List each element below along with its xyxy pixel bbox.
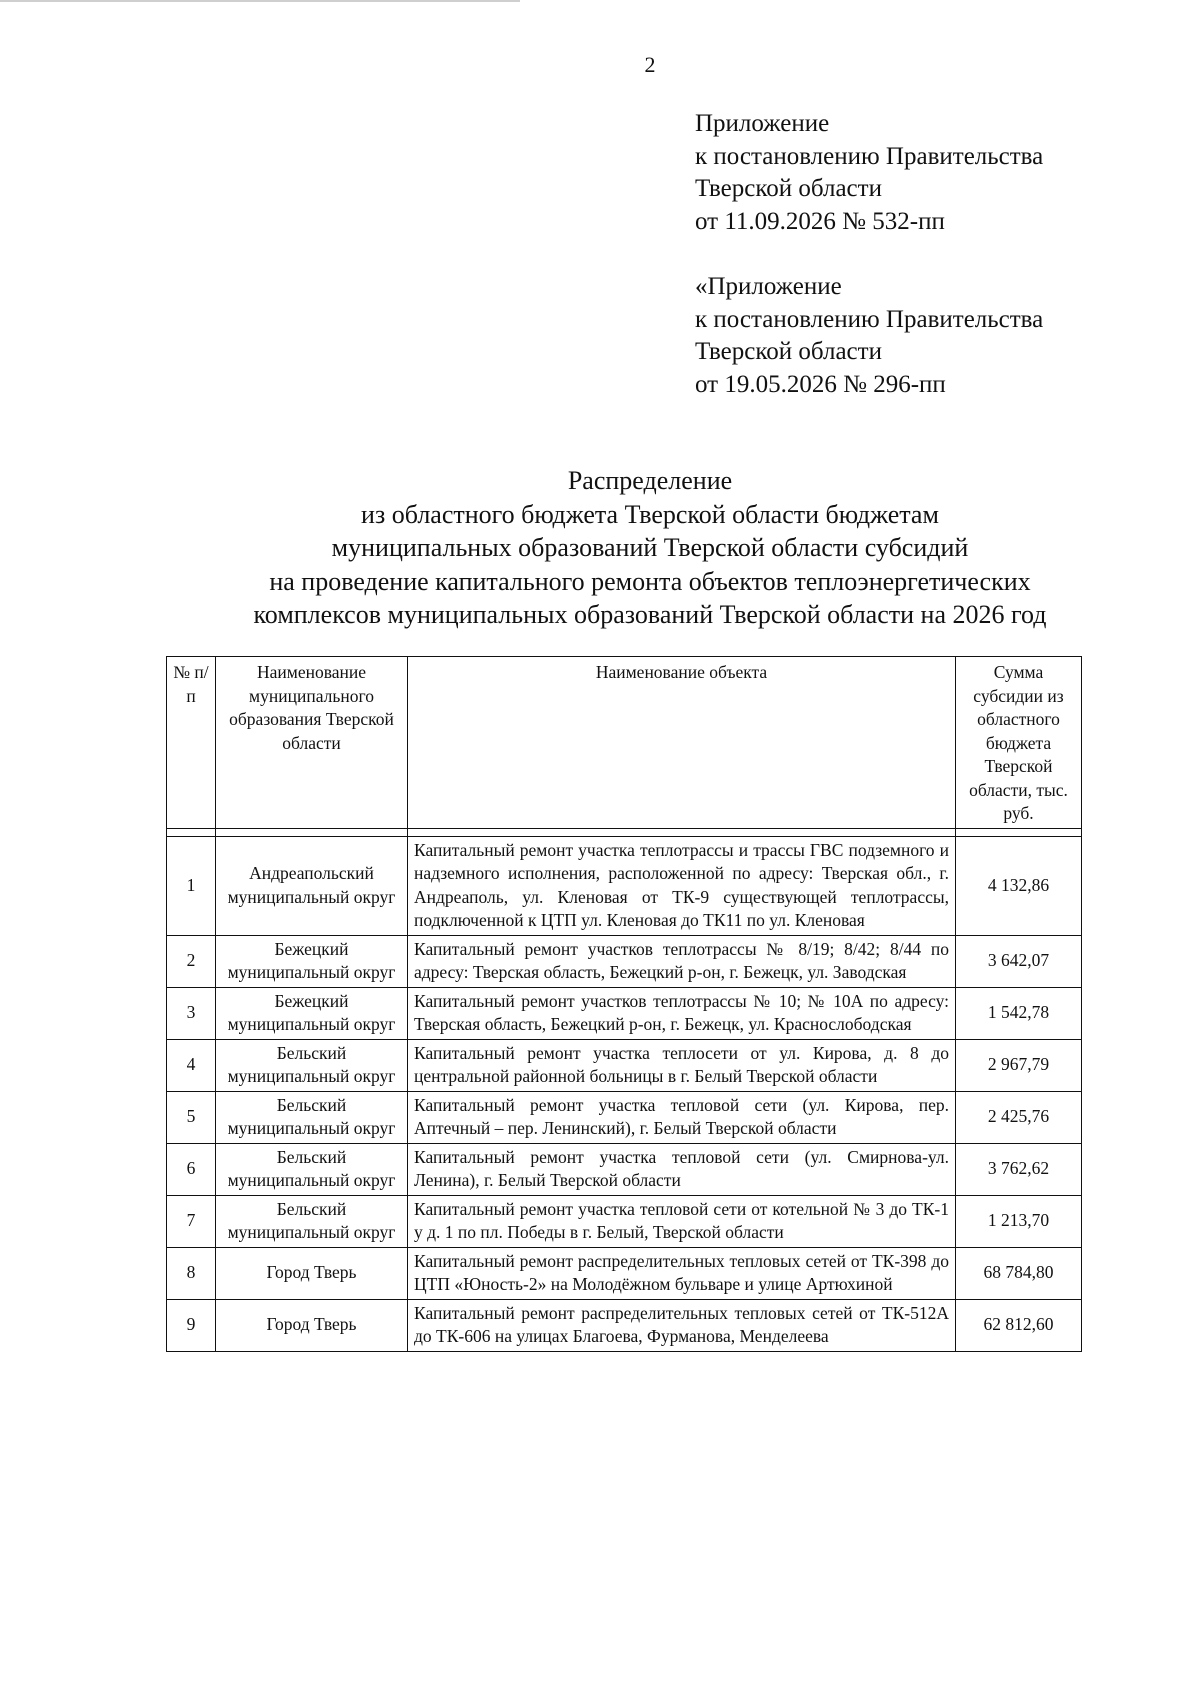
appendix-previous-line: Тверской области <box>695 338 882 365</box>
spacer-cell <box>167 828 216 836</box>
appendix-previous-line: «Приложение <box>695 273 842 300</box>
table-row <box>167 987 1082 1039</box>
table-row <box>167 1091 1082 1143</box>
cell-municipality: Бельский муниципальный округ <box>216 1039 408 1091</box>
cell-num: 2 <box>167 935 216 987</box>
cell-object: Капитальный ремонт распределительных тепловых сетей от ТК-398 до ЦТП «Юность-2» на Молодёжном бульваре и улице Артюхиной <box>408 1247 956 1299</box>
page-number: 2 <box>644 52 656 77</box>
cell-object: Капитальный ремонт участков теплотрассы № 8/19; 8/42; 8/44 по адресу: Тверская область, Бежецкий р-он, г. Бежецк, ул. Заводская <box>408 935 956 987</box>
document-title <box>150 464 1150 632</box>
cell-object: Капитальный ремонт участка теплосети от ул. Кирова, д. 8 до центральной районной больницы в г. Белый Тверской области <box>408 1039 956 1091</box>
cell-num: 5 <box>167 1091 216 1143</box>
appendix-previous-block <box>695 271 1043 401</box>
header-spacer-row <box>167 828 1082 836</box>
cell-amount: 2 967,79 <box>956 1039 1082 1091</box>
cell-municipality: Бежецкий муниципальный округ <box>216 987 408 1039</box>
title-line: из областного бюджета Тверской области бюджетам <box>361 499 939 529</box>
spacer-cell <box>408 828 956 836</box>
title-line: комплексов муниципальных образований Тверской области на 2026 год <box>253 600 1047 629</box>
cell-municipality: Андреапольский муниципальный округ <box>216 836 408 935</box>
cell-num: 9 <box>167 1299 216 1351</box>
cell-amount: 1 213,70 <box>956 1195 1082 1247</box>
cell-amount: 3 642,07 <box>956 935 1082 987</box>
appendix-current-line: от 11.09.2026 № 532-пп <box>695 207 945 235</box>
cell-num: 4 <box>167 1039 216 1091</box>
title-line: Распределение <box>567 466 733 495</box>
title-line: на проведение капитального ремонта объектов теплоэнергетических <box>269 566 1031 596</box>
cell-object: Капитальный ремонт распределительных тепловых сетей от ТК-512А до ТК-606 на улицах Благоева, Фурманова, Менделеева <box>408 1299 956 1351</box>
table-row <box>167 1195 1082 1247</box>
table-row <box>167 1247 1082 1299</box>
cell-municipality: Бельский муниципальный округ <box>216 1195 408 1247</box>
cell-num: 6 <box>167 1143 216 1195</box>
appendix-current-line: Тверской области <box>695 175 882 202</box>
cell-object: Капитальный ремонт участка теплотрассы и трассы ГВС подземного и надземного исполнения, расположенной по адресу: Тверская обл., г. Андреаполь, ул. Кленовая от ТК-9 существующей теплотрассы, подключенной к ЦТП ул. Кленовая до ТК11 по ул. Кленовая <box>408 836 956 935</box>
subsidy-table <box>166 656 1082 1352</box>
cell-object: Капитальный ремонт участка тепловой сети (ул. Смирнова-ул. Ленина), г. Белый Тверской области <box>408 1143 956 1195</box>
appendix-current-line: Приложение <box>695 110 830 137</box>
cell-amount: 68 784,80 <box>956 1247 1082 1299</box>
cell-municipality: Бежецкий муниципальный округ <box>216 935 408 987</box>
table-header-row <box>167 657 1082 829</box>
cell-num: 3 <box>167 987 216 1039</box>
table-row <box>167 1039 1082 1091</box>
appendix-previous-line: к постановлению Правительства <box>695 305 1044 333</box>
cell-amount: 2 425,76 <box>956 1091 1082 1143</box>
spacer-cell <box>216 828 408 836</box>
cell-amount: 62 812,60 <box>956 1299 1082 1351</box>
cell-amount: 1 542,78 <box>956 987 1082 1039</box>
spacer-cell <box>956 828 1082 836</box>
cell-object: Капитальный ремонт участков теплотрассы № 10; № 10А по адресу: Тверская область, Бежецкий р-он, г. Бежецк, ул. Краснослободская <box>408 987 956 1039</box>
header-amount: Сумма субсидии из областного бюджета Тверской области, тыс. руб. <box>956 657 1082 829</box>
cell-object: Капитальный ремонт участка тепловой сети от котельной № 3 до ТК-1 у д. 1 по пл. Победы в г. Белый, Тверской области <box>408 1195 956 1247</box>
appendix-current-line: к постановлению Правительства <box>695 142 1044 170</box>
scan-edge-line <box>0 0 520 2</box>
title-line: муниципальных образований Тверской области субсидий <box>331 533 969 562</box>
appendix-previous-line: от 19.05.2026 № 296-пп <box>695 370 946 398</box>
header-object: Наименование объекта <box>408 657 956 829</box>
cell-num: 7 <box>167 1195 216 1247</box>
cell-amount: 3 762,62 <box>956 1143 1082 1195</box>
cell-municipality: Город Тверь <box>216 1247 408 1299</box>
cell-amount: 4 132,86 <box>956 836 1082 935</box>
cell-municipality: Город Тверь <box>216 1299 408 1351</box>
cell-municipality: Бельский муниципальный округ <box>216 1143 408 1195</box>
header-municipality: Наименование муниципального образования Тверской области <box>216 657 408 829</box>
table-row <box>167 1143 1082 1195</box>
table-row <box>167 1299 1082 1351</box>
cell-object: Капитальный ремонт участка тепловой сети (ул. Кирова, пер. Аптечный – пер. Ленинский), г. Белый Тверской области <box>408 1091 956 1143</box>
cell-num: 8 <box>167 1247 216 1299</box>
table-row <box>167 836 1082 935</box>
appendix-current-block <box>695 108 1043 238</box>
table-row <box>167 935 1082 987</box>
header-num: № п/п <box>167 657 216 829</box>
cell-municipality: Бельский муниципальный округ <box>216 1091 408 1143</box>
cell-num: 1 <box>167 836 216 935</box>
